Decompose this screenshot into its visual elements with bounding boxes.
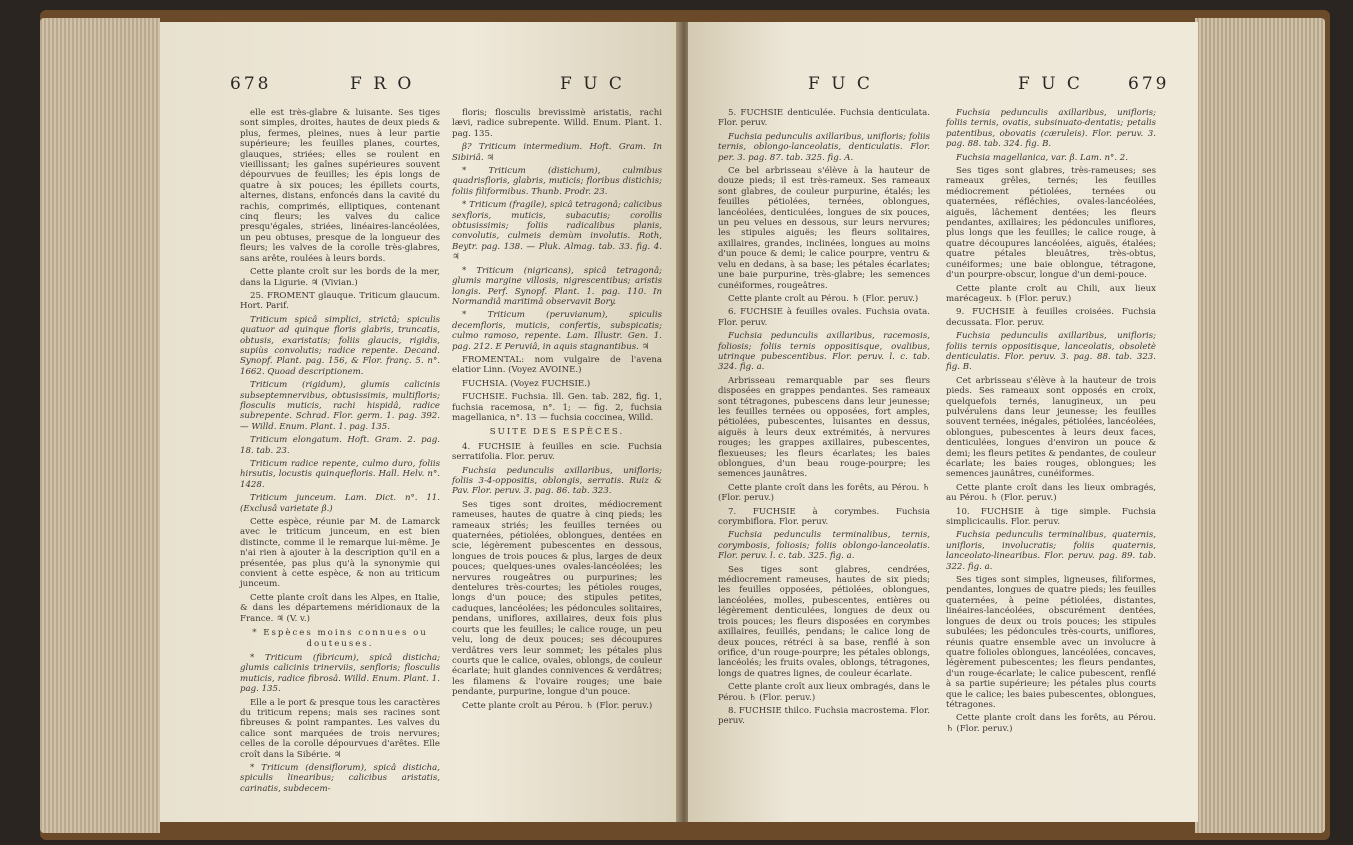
paragraph: Cette plante croît dans les forêts, au Pérou. ♄ (Flor. peruv.) bbox=[718, 482, 930, 504]
paragraph: Triticum radice repente, culmo duro, foliis hirsutis, locustis quinquefloris. Hall. Helv. n°. 1428. bbox=[240, 459, 440, 490]
paragraph: FUCHSIE. Fuchsia. Ill. Gen. tab. 282, fig. 1, fuchsia racemosa, n°. 1; — fig. 2, fuchsia magellanica, n°. 13 — fuchsia coccinea, Willd. bbox=[452, 392, 662, 423]
paragraph: FUCHSIA. (Voyez FUCHSIE.) bbox=[462, 378, 591, 389]
paragraph: Fuchsia pedunculis axillaribus, unifloris; foliis ternis, oblongo-lanceolatis, denticulatis. Flor. per. 3. pag. 87. tab. 325. fig. A. bbox=[718, 131, 930, 163]
right-header-word: F U C bbox=[808, 74, 873, 94]
paragraph: Cette plante croît au Pérou. ♄ (Flor. peruv.) bbox=[728, 293, 919, 304]
left-header-word: F R O bbox=[350, 74, 415, 94]
paragraph: 10. FUCHSIE à tige simple. Fuchsia simplicicaulis. Flor. peruv. bbox=[946, 506, 1156, 528]
right-page-number: 679 bbox=[1128, 74, 1170, 94]
paragraph: Cette espèce, réunie par M. de Lamarck avec le triticum junceum, en est bien distincte, comme il le remarque lui-même. Je n'ai rien à ajouter à la description qu'il en a présentée, pas plus qu'à la synonymie qui convient à cette espèce, & non au triticum junceum. bbox=[240, 517, 440, 590]
paragraph: Cette plante croît dans les forêts, au Pérou. ♄ (Flor. peruv.) bbox=[946, 713, 1156, 734]
paragraph: * Triticum (densiflorum), spicâ disticha, spiculis linearibus; calicibus aristatis, carinatis, subdecem- bbox=[240, 762, 440, 794]
paragraph: Fuchsia pedunculis axillaribus, unifloris; foliis ternis oppositisque, lanceolatis, obsoletè denticulatis. Flor. peruv. 3. pag. 88. tab. 323. fig. B. bbox=[946, 331, 1156, 373]
paragraph: Ses tiges sont droites, médiocrement rameuses, hautes de quatre à cinq pieds; les rameaux striés; les feuilles ternées ou quaternées, pétiolées, oblongues, dentées en scie, légèrement pubescentes en dessous, longues de trois pouces & plus, larges de deux pouces; quelques-unes ovales-lancéolées; les nervures rougeâtres ou purpurines; les dentelures très-courtes; les pétioles rouges, longs d'un pouce; des stipules petites, caduques, lancéolées; les pédoncules solitaires, pendans, uniflores, axillaires, deux fois plus courts que les feuilles; le calice rouge, un peu velu, long de deux pouces; ses découpures verdâtres vers leur sommet; les pétales plus courts que le calice, ovales, oblongs, de couleur écarlate; huit glandes connivences & verdâtres; les filamens & l'ovaire rouges; une baie pendante, purpurine, longue d'un pouce. bbox=[452, 499, 662, 698]
paragraph: * Triticum (nigricans), spicâ tetragonâ; glumis margine villosis, nigrescentibus; aristis longis. Perf. Synopf. Plant. 1. pag. 110. In Normandiâ maritimâ observavit Bory. bbox=[452, 265, 662, 307]
paragraph: Fuchsia pedunculis axillaribus, racemosis, foliosis; foliis ternis oppositisque, ovalibus, utrinque pubescentibus. Flor. peruv. l. c. tab. 324. fig. a. bbox=[718, 331, 930, 373]
paragraph: Cette plante croît aux lieux ombragés, dans le Pérou. ♄ (Flor. peruv.) bbox=[718, 682, 930, 703]
paragraph: Triticum junceum. Lam. Dict. n°. 11. (Exclusâ varietate β.) bbox=[240, 493, 440, 514]
paragraph: Cet arbrisseau s'élève à la hauteur de trois pieds. Ses rameaux sont opposés en croix, quelquefois ternés, lanugineux, un peu pulvérulens dans leur jeunesse; les feuilles souvent ternées, inégales, pétiolées, lancéolées, oblongues, pubescentes à leurs deux faces, denticulées, longues d'environ un pouce & demi; les fleurs petites & pendantes, de couleur écarlate; les baies rouges, oblongues; les semences jaunâtres, cunéiformes. bbox=[946, 375, 1157, 480]
paragraph: floris; flosculis brevissimè aristatis, rachi lævi, radice subrepente. Willd. Enum. Plant. 1. pag. 135. bbox=[452, 108, 662, 139]
left-page bbox=[160, 22, 680, 822]
paragraph: Ce bel arbrisseau s'élève à la hauteur de douze pieds; il est très-rameux. Ses rameaux sont glabres, de couleur purpurine, étalés; les feuilles pétiolées, ternées, oblongues, lancéolées, denticulées, longues de six pouces, un peu velues en dessous, sur leurs nervures; les stipules aiguës; les fleurs solitaires, axillaires, grandes, inclinées, longues au moins d'un pouce & demi; le calice pourpre, ventru & velu en dedans, à sa base; les pétales écarlates; une baie purpurine, très-glabre; les semences cunéiformes, rougeâtres. bbox=[718, 166, 930, 291]
paragraph: SUITE DES ESPÈCES. bbox=[489, 427, 625, 438]
paragraph: 5. FUCHSIE denticulée. Fuchsia denticulata. Flor. peruv. bbox=[718, 108, 930, 129]
paragraph: Cette plante croît au Pérou. ♄ (Flor. peruv.) bbox=[462, 700, 653, 711]
paragraph: Elle a le port & presque tous les caractères du triticum repens; mais ses racines sont fibreuses & point rampantes. Les valves du calice sont marquées de trois nervures; celles de la corolle dépourvues d'arêtes. Elle croît dans la Sibérie. ♃ bbox=[240, 697, 440, 760]
paragraph: 8. FUCHSIE thilco. Fuchsia macrostema. Flor. peruv. bbox=[718, 705, 930, 727]
paragraph: Ses tiges sont simples, ligneuses, filiformes, pendantes, longues de quatre pieds; les feuilles quaternées, à peine pétiolées, distantes, linéaires-lancéolées, obscurément dentées, longues de deux ou trois pouces; les stipules subulées; les pédoncules très-courts, uniflores, réunis quatre ensemble avec un involucre à quatre folioles oblongues, lancéolées, concaves, légèrement pubescentes; les fleurs pendantes, d'un rouge-écarlate; le calice pubescent, renflé à sa partie supérieure; les pétales plus courts que le calice; les baies pubescentes, oblongues, tétragones. bbox=[946, 575, 1156, 710]
paragraph: Fuchsia pedunculis axillaribus, unifloris; foliis 3-4-oppositis, oblongis, serratis. Ruiz & Pav. Flor. peruv. 3. pag. 86. tab. 323. bbox=[452, 465, 662, 497]
paragraph: elle est très-glabre & luisante. Ses tiges sont simples, droites, hautes de deux pieds & plus, fermes, pleines, nues à leur partie supérieure; les feuilles planes, courtes, glauques, striées; elles se roulent en vieillissant; les gaînes supérieures souvent dépourvues de feuilles; les épis longs de quatre à six pouces; les épillets courts, alternes, distans, enfoncés dans la cavité du rachis, comprimés, elliptiques, contenant cinq fleurs; les valves du calice presqu'égales, striées, linéaires-lancéolées, un peu obtuses, presque de la longueur des fleurs; les valves de la corolle très-glabres, sans arête, roulées à leurs bords. bbox=[240, 108, 440, 264]
page-edges-right bbox=[1195, 18, 1325, 833]
right-header-word-2: F U C bbox=[1018, 74, 1083, 94]
paragraph: * Triticum (distichum), culmibus quadrisfloris, glabris, muticis; floribus distichis; foliis filiformibus. Thunb. Prodr. 23. bbox=[452, 166, 662, 197]
paragraph: Triticum spicâ simplici, strictâ; spiculis quatuor ad quinque floris glabris, truncatis, obtusis, exaristatis; foliis glaucis, rigidis, supiùs convolutis; radice repente. Decand. Synopf. Plant. pag. 156, & Flor. franç. 5. n°. 1662. Quoad descriptionem. bbox=[240, 314, 440, 377]
paragraph: Cette plante croît sur les bords de la mer, dans la Ligurie. ♃ (Vivian.) bbox=[240, 267, 440, 288]
paragraph: * Triticum (fibricum), spicâ disticha; glumis calicinis trinerviis, senfloris; flosculis muticis, radice fibrosâ. Willd. Enum. Plant. 1. pag. 135. bbox=[240, 652, 440, 695]
paragraph: Fuchsia pedunculis terminalibus, ternis, corymbosis, foliosis; foliis oblongo-lanceolatis. Flor. peruv. l. c. tab. 325. fig. a. bbox=[718, 530, 930, 562]
paragraph: 6. FUCHSIE à feuilles ovales. Fuchsia ovata. Flor. peruv. bbox=[718, 307, 930, 328]
paragraph: Cette plante croît dans les Alpes, en Italie, & dans les départemens méridionaux de la France. ♃ (V. v.) bbox=[240, 592, 440, 624]
right-column-1 bbox=[718, 108, 930, 730]
paragraph: * Triticum (fragile), spicâ tetragonâ; calicibus sexfloris, muticis, subacutis; corollis obtusissimis; foliis radicalibus planis, convolutis, culmeis demùm involutis. Roth, Beytr. pag. 138. — Pluk. Almag. tab. 33. fig. 4. ♃ bbox=[452, 200, 662, 263]
right-page bbox=[688, 22, 1198, 822]
left-header-word-2: F U C bbox=[560, 74, 625, 94]
left-page-number: 678 bbox=[230, 74, 272, 94]
paragraph: 4. FUCHSIE à feuilles en scie. Fuchsia serratifolia. Flor. peruv. bbox=[452, 441, 662, 463]
paragraph: β? Triticum intermedium. Hoft. Gram. In Sibiriâ. ♃ bbox=[452, 142, 662, 163]
paragraph: * Triticum (peruvianum), spiculis decemfloris, muticis, confertis, subspicatis; culmo ramoso, repente. Lam. Illustr. Gen. 1. pag. 212. E Peruviâ, in aquis stagnantibus. ♃ bbox=[452, 310, 662, 352]
paragraph: Arbrisseau remarquable par ses fleurs disposées en grappes pendantes. Ses rameaux sont tétragones, pubescens dans leur jeunesse; les feuilles ternées ou opposées, fort amples, pétiolées, pubescentes, luisantes en dessus, aiguës à leurs deux extrémités, à nervures rouges; les grappes axillaires, pubescentes, flexueuses; les fleurs écarlates; les baies oblongues, d'un beau rouge-pourpre; les semences jaunâtres. bbox=[718, 375, 930, 480]
paragraph: 25. FROMENT glauque. Triticum glaucum. Hort. Parif. bbox=[240, 290, 440, 312]
paragraph: 7. FUCHSIE à corymbes. Fuchsia corymbiflora. Flor. peruv. bbox=[718, 506, 930, 528]
paragraph: Triticum elongatum. Hoft. Gram. 2. pag. 18. tab. 23. bbox=[240, 435, 440, 456]
paragraph: Ses tiges sont glabres, cendrées, médiocrement rameuses, hautes de six pieds; les feuilles opposées, pétiolées, oblongues, lancéolées, molles, pubescentes, entières ou légèrement denticulées, longues de deux ou trois pouces; les fleurs disposées en corymbes axillaires, feuillés, pendans; le calice long de deux pouces, rétréci à sa base, renflé à son orifice, d'un rouge-pourpre; les pétales oblongs, lancéolés; les fruits ovales, oblongs, tétragones, longs de quatres lignes, de couleur écarlate. bbox=[718, 564, 930, 679]
paragraph: Triticum (rigidum), glumis calicinis subseptemnervibus, obtusissimis, multifloris; flosculis muticis, rachi hispidâ, radice subrepente. Schrad. Flor. germ. 1. pag. 392. — Willd. Enum. Plant. 1. pag. 135. bbox=[240, 380, 440, 432]
paragraph: Cette plante croît dans les lieux ombragés, au Pérou. ♄ (Flor. peruv.) bbox=[946, 482, 1156, 504]
left-column-1 bbox=[240, 108, 440, 797]
paragraph: Cette plante croît au Chili, aux lieux marécageux. ♄ (Flor. peruv.) bbox=[946, 283, 1156, 304]
paragraph: Ses tiges sont glabres, très-rameuses; ses rameaux grêles, ternés; les feuilles médiocrement pétiolées, ternées ou quaternées, réfléchies, ovales-lancéolées, aiguës, lâchement dentées; les fleurs pendantes, axillaires; les pédoncules uniflores, plus longs que les feuilles; le calice rouge, à quatre découpures lancéolées, aiguës, étalées; quatre pétales bleuâtres, très-obtus, cunéiformes; une baie oblongue, tétragone, d'un pourpre-obscur, longue d'un demi-pouce. bbox=[946, 166, 1156, 281]
left-column-2 bbox=[452, 108, 662, 714]
page-edges-left bbox=[40, 18, 160, 833]
paragraph: Fuchsia pedunculis terminalibus, quaternis, unifloris, involucratis; foliis quaternis, lanceolato-linearibus. Flor. peruv. pag. 89. tab. 322. fig. a. bbox=[946, 530, 1156, 572]
paragraph: Fuchsia pedunculis axillaribus, unifloris; foliis ternis, ovatis, subsinuato-dentatis; petalis patentibus, obovatis (cæruleis). Flor. peruv. 3. pag. 88. tab. 324. fig. B. bbox=[946, 108, 1156, 150]
paragraph: * Espèces moins connues ou douteuses. bbox=[252, 628, 428, 649]
paragraph: Fuchsia magellanica, var. β. Lam. n°. 2. bbox=[956, 152, 1128, 163]
right-column-2 bbox=[946, 108, 1156, 737]
paragraph: 9. FUCHSIE à feuilles croisées. Fuchsia decussata. Flor. peruv. bbox=[946, 307, 1156, 328]
paragraph: FROMENTAL: nom vulgaire de l'avena elatior Linn. (Voyez AVOINE.) bbox=[452, 354, 662, 376]
